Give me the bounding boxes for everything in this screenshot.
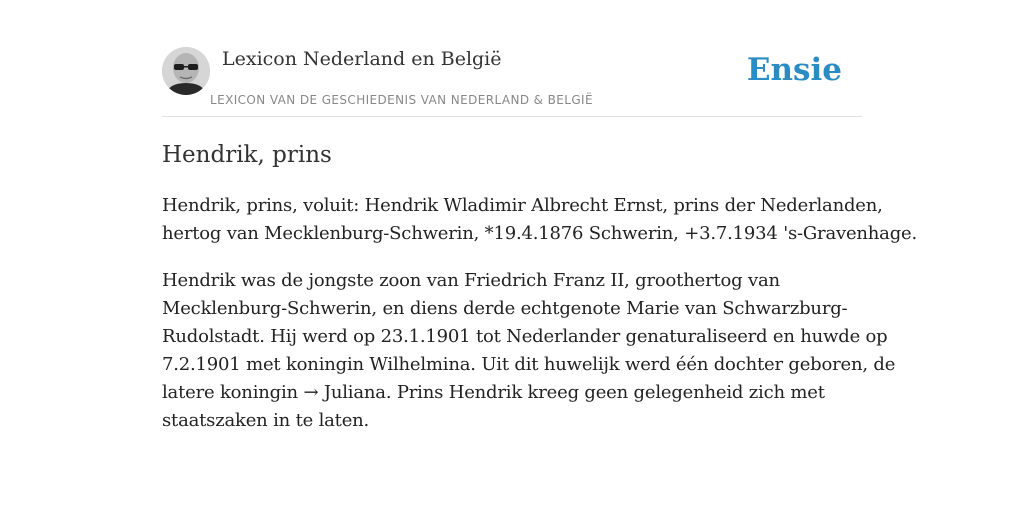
paragraph-line: Hendrik was de jongste zoon van Friedrich Franz II, groothertog van	[162, 270, 780, 291]
lexicon-subtitle: LEXICON VAN DE GESCHIEDENIS VAN NEDERLAND & BELGIË	[210, 93, 593, 107]
paragraph-line: Rudolstadt. Hij werd op 23.1.1901 tot Nederlander genaturaliseerd en huwde op	[162, 326, 888, 347]
author-portrait-icon	[162, 47, 210, 95]
line-text: . Prins Hendrik kreeg geen gelegenheid zich met	[385, 382, 825, 403]
paragraph-line: 7.2.1901 met koningin Wilhelmina. Uit dit huwelijk werd één dochter geboren, de	[162, 354, 896, 375]
paragraph-line: staatszaken in te laten.	[162, 410, 370, 431]
paragraph-line	[162, 379, 862, 407]
lexicon-name[interactable]: Lexicon Nederland en België	[222, 48, 502, 70]
entry-paragraph-1	[162, 192, 918, 248]
lexicon-header	[162, 46, 862, 117]
paragraph-line: Hendrik, prins, voluit: Hendrik Wladimir Albrecht Ernst, prins der Nederlanden,	[162, 195, 883, 216]
author-avatar[interactable]	[162, 47, 210, 95]
entry-paragraph-2	[162, 267, 896, 435]
paragraph-line: hertog van Mecklenburg-Schwerin, *19.4.1876 Schwerin, +3.7.1934 's-Gravenhage.	[162, 223, 918, 244]
ensie-logo[interactable]: Ensie	[746, 52, 842, 88]
entry-title: Hendrik, prins	[162, 142, 332, 168]
entry-body	[162, 192, 918, 454]
paragraph-line: Mecklenburg-Schwerin, en diens derde echtgenote Marie van Schwarzburg-	[162, 298, 848, 319]
juliana-link[interactable]: → Juliana	[303, 382, 386, 403]
line-text: latere koningin	[162, 382, 304, 403]
